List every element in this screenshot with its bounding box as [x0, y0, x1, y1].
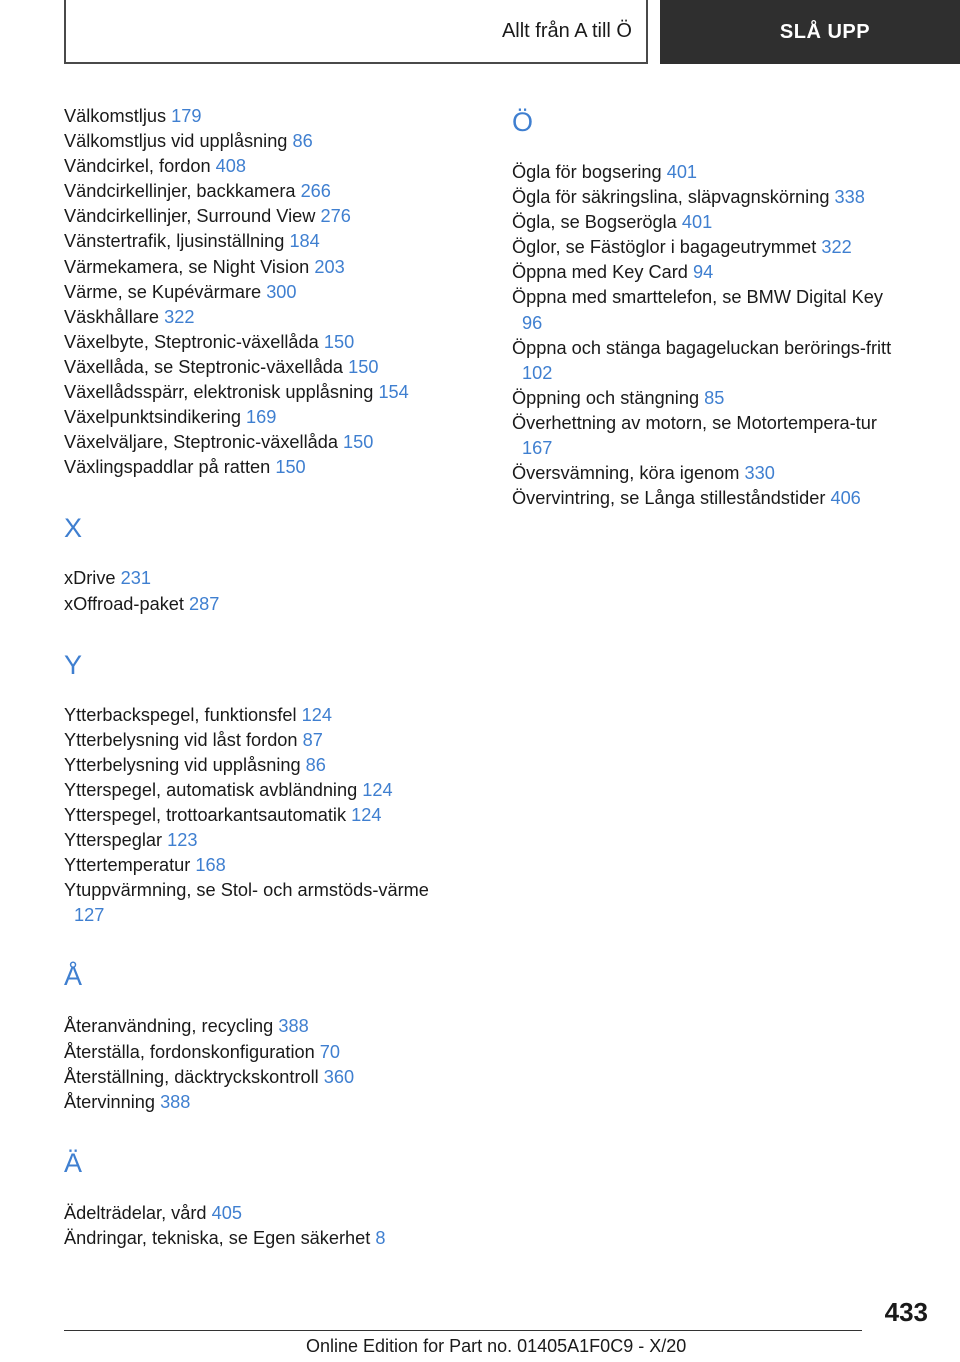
index-entry-text: Välkomstljus vid upplåsning: [64, 131, 288, 152]
page-reference-link[interactable]: 322: [164, 306, 195, 327]
page-reference-link[interactable]: 150: [343, 432, 374, 453]
index-entry-text: Växelväljare, Steptronic-växellåda: [64, 432, 338, 453]
index-entry-text: Öppna med Key Card: [512, 262, 688, 283]
index-entry-text: Växlingspaddlar på ratten: [64, 457, 271, 478]
page-reference-link[interactable]: 85: [704, 387, 725, 408]
page-reference-link[interactable]: 300: [266, 281, 297, 302]
section-letter: X: [64, 513, 83, 544]
page-reference-link[interactable]: 287: [189, 593, 220, 614]
index-entry: [512, 185, 902, 210]
index-entry-text: Ytterspegel, automatisk avbländning: [64, 779, 358, 800]
index-entry-text: Ändringar, tekniska, se Egen säkerhet: [64, 1227, 371, 1248]
index-entry-text: xOffroad-paket: [64, 593, 184, 614]
section-spacer: [512, 140, 902, 160]
page-reference-link[interactable]: 401: [666, 162, 698, 182]
index-entry: [64, 355, 444, 380]
page-reference-link[interactable]: 231: [120, 568, 151, 589]
nav-button-sla-upp[interactable]: SLÅ UPP: [660, 0, 960, 64]
index-entry: [512, 336, 902, 386]
index-entry-text: Övervintring, se Långa stilleståndstider: [512, 488, 826, 509]
section-spacer: [64, 617, 444, 647]
index-entry: [64, 255, 444, 280]
index-entry: [64, 179, 444, 204]
section-letter: Ä: [64, 1147, 83, 1178]
index-entry: [512, 461, 902, 486]
index-entry-text: Vändcirkellinjer, Surround View: [64, 206, 316, 227]
index-entry-text: Växelbyte, Steptronic-växellåda: [64, 331, 319, 352]
page-reference-link[interactable]: 168: [195, 855, 226, 876]
section-spacer: [64, 928, 444, 958]
index-entry: [512, 235, 902, 260]
index-column-left: [64, 104, 444, 1251]
index-entry-text: Ytterbelysning vid låst fordon: [64, 729, 298, 750]
index-entry-text: Ytterbackspegel, funktionsfel: [64, 704, 297, 725]
section-spacer: [64, 480, 444, 510]
page-reference-link[interactable]: 266: [300, 181, 331, 202]
page-number: 433: [884, 1297, 928, 1327]
index-entry-text: Växelpunktsindikering: [64, 407, 241, 428]
index-entry-text: Återanvändning, recycling: [64, 1016, 274, 1037]
index-entry: [512, 285, 902, 335]
index-entry: [64, 878, 444, 928]
index-entry: [64, 280, 444, 305]
index-entry: [64, 728, 444, 753]
index-entry: [64, 1226, 444, 1251]
section-letter: Å: [64, 961, 83, 992]
page-reference-link[interactable]: 96: [522, 312, 543, 333]
index-entry: [64, 330, 444, 355]
index-entry: [512, 411, 902, 461]
index-entry: [64, 828, 444, 853]
index-entry: [64, 405, 444, 430]
index-entry-text: Ytuppvärmning, se Stol- och armstöds-värme: [64, 880, 429, 901]
index-entry: [64, 853, 444, 878]
index-entry-text: Återställning, däcktryckskontroll: [64, 1066, 319, 1087]
page-reference-link[interactable]: 360: [323, 1066, 355, 1087]
edition-text: Online Edition for Part no. 01405A1F0C9 - X/20: [306, 1336, 687, 1356]
page-reference-link[interactable]: 150: [275, 457, 306, 478]
index-entry-text: Ytterspegel, trottoarkantsautomatik: [64, 804, 347, 825]
index-entry-text: Återställa, fordonskonfiguration: [64, 1041, 315, 1062]
section-letter: Y: [64, 649, 83, 680]
index-entry-text: Ögla för säkringslina, släpvagnskörning: [512, 187, 830, 208]
page-reference-link[interactable]: 330: [744, 463, 775, 484]
page-reference-link[interactable]: 87: [302, 729, 323, 750]
page-reference-link[interactable]: 123: [167, 830, 198, 851]
page-reference-link[interactable]: 102: [522, 362, 553, 383]
page-reference-link[interactable]: 338: [834, 187, 865, 208]
page-reference-link[interactable]: 154: [378, 382, 409, 403]
page-reference-link[interactable]: 408: [215, 156, 247, 177]
index-entry: [64, 129, 444, 154]
page-reference-link[interactable]: 203: [314, 256, 345, 277]
page-reference-link[interactable]: 86: [292, 131, 313, 152]
index-entry: [512, 486, 902, 511]
index-entry-text: Öppning och stängning: [512, 387, 700, 408]
page-reference-link[interactable]: 167: [522, 438, 553, 459]
index-entry: [64, 430, 444, 455]
index-entry-text: Ögla, se Bogserögla: [512, 212, 677, 233]
section-spacer: [64, 1181, 444, 1201]
page-reference-link[interactable]: 86: [305, 754, 326, 775]
index-entry-text: Värmekamera, se Night Vision: [64, 256, 310, 277]
page-reference-link[interactable]: 405: [211, 1202, 242, 1223]
index-entry: [64, 305, 444, 330]
section-letter: Ö: [512, 107, 534, 137]
page-reference-link[interactable]: 406: [830, 488, 861, 509]
page-reference-link[interactable]: 401: [681, 212, 713, 233]
index-entry-text: Öppna med smarttelefon, se BMW Digital Key: [512, 287, 883, 308]
page-reference-link[interactable]: 124: [362, 779, 393, 800]
index-entry: [64, 778, 444, 803]
page-reference-link[interactable]: 388: [278, 1016, 309, 1037]
index-entry: [64, 104, 444, 129]
page-reference-link[interactable]: 150: [348, 356, 379, 377]
page-reference-link[interactable]: 8: [375, 1227, 386, 1248]
page-reference-link[interactable]: 150: [323, 331, 355, 352]
page-reference-link[interactable]: 70: [319, 1041, 341, 1062]
index-entry: [64, 1065, 444, 1090]
index-entry-text: xDrive: [64, 568, 116, 589]
index-entry-text: Vänstertrafik, ljusinställning: [64, 231, 285, 252]
index-entry: [64, 1040, 444, 1065]
index-entry: [512, 160, 902, 185]
index-entry-text: Yttertemperatur: [64, 855, 191, 876]
footer-divider: [64, 1330, 862, 1331]
page-reference-link[interactable]: 169: [246, 407, 277, 428]
index-entry-text: Växellåda, se Steptronic-växellåda: [64, 356, 344, 377]
page-reference-link[interactable]: 124: [351, 804, 382, 825]
page-reference-link[interactable]: 322: [821, 237, 852, 258]
index-entry: [64, 229, 444, 254]
index-column-right: [512, 104, 902, 511]
index-entry-text: Öglor, se Fästöglor i bagageutrymmet: [512, 237, 817, 258]
header-title: Allt från A till Ö: [501, 19, 632, 42]
index-entry-text: Ytterbelysning vid upplåsning: [64, 754, 301, 775]
index-entry: [64, 154, 444, 179]
index-entry: [512, 260, 902, 285]
section-spacer: [64, 546, 444, 566]
page-reference-link[interactable]: 179: [171, 106, 202, 126]
index-entry-text: Väskhållare: [64, 306, 160, 327]
index-entry: [512, 210, 902, 235]
section-spacer: [64, 1115, 444, 1145]
index-entry: [512, 386, 902, 411]
index-entry-text: Välkomstljus: [64, 106, 167, 126]
index-entry-text: Överhettning av motorn, se Motortempera-tur: [512, 412, 877, 433]
index-entry: [64, 753, 444, 778]
index-entry: [64, 566, 444, 591]
page-reference-link[interactable]: 388: [160, 1091, 191, 1112]
index-entry-text: Översvämning, köra igenom: [512, 463, 740, 484]
index-entry-text: Återvinning: [64, 1091, 155, 1112]
index-entry: [64, 1014, 444, 1039]
index-entry-text: Ädelträdelar, vård: [64, 1202, 207, 1223]
index-entry: [64, 1201, 444, 1226]
index-entry-text: Ytterspeglar: [64, 830, 163, 851]
index-entry-text: Vändcirkellinjer, backkamera: [64, 181, 296, 202]
page-reference-link[interactable]: 124: [301, 704, 332, 725]
index-entry: [64, 592, 444, 617]
page-reference-link[interactable]: 184: [289, 231, 320, 252]
index-entry-text: Vändcirkel, fordon: [64, 156, 211, 177]
index-entry-text: Värme, se Kupévärmare: [64, 281, 262, 302]
index-entry: [64, 455, 444, 480]
index-entry-text: Ögla för bogsering: [512, 162, 662, 182]
page-reference-link[interactable]: 127: [74, 905, 105, 926]
index-entry: [64, 380, 444, 405]
section-spacer: [64, 683, 444, 703]
index-entry: [64, 204, 444, 229]
index-entry-text: Växellådsspärr, elektronisk upplåsning: [64, 382, 374, 403]
index-entry: [64, 803, 444, 828]
index-entry: [64, 1090, 444, 1115]
index-entry: [64, 703, 444, 728]
header-title-box: [64, 0, 648, 64]
section-spacer: [64, 994, 444, 1014]
page-reference-link[interactable]: 276: [320, 206, 351, 227]
page-reference-link[interactable]: 94: [692, 262, 714, 283]
index-entry-text: Öppna och stänga bagageluckan berörings-fritt: [512, 337, 892, 358]
